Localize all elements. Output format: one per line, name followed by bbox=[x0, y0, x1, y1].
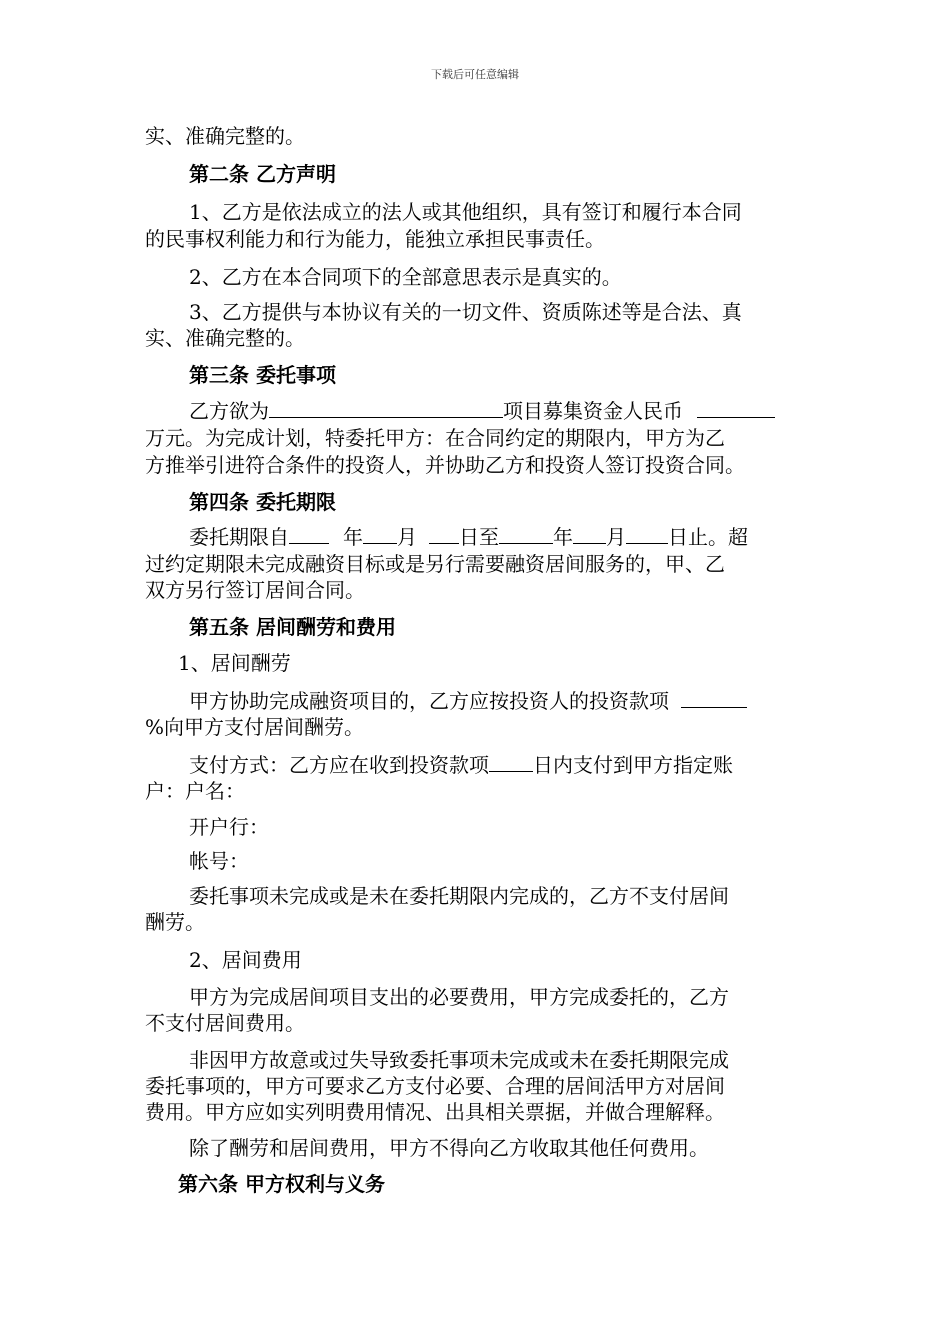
body-line: 的民事权利能力和行为能力，能独立承担民事责任。 bbox=[145, 227, 605, 251]
body-line: 实、准确完整的。 bbox=[145, 326, 305, 350]
blank-field[interactable] bbox=[289, 525, 329, 544]
text-run: 日内支付到甲方指定账 bbox=[533, 753, 733, 777]
body-line: 非因甲方故意或过失导致委托事项未完成或未在委托期限完成 bbox=[189, 1048, 729, 1072]
blank-field[interactable] bbox=[499, 525, 553, 544]
text-run: 年 bbox=[343, 525, 363, 549]
body-line: 2、乙方在本合同项下的全部意思表示是真实的。 bbox=[189, 265, 622, 289]
body-line: 1、乙方是依法成立的法人或其他组织，具有签订和履行本合同 bbox=[189, 200, 742, 224]
text-run: 月 bbox=[606, 525, 626, 549]
body-line: 过约定期限未完成融资目标或是另行需要融资居间服务的，甲、乙 bbox=[145, 552, 725, 576]
body-line: 委托事项的，甲方可要求乙方支付必要、合理的居间活甲方对居间 bbox=[145, 1074, 725, 1098]
section-heading: 第五条 居间酬劳和费用 bbox=[189, 615, 396, 639]
body-line: 帐号： bbox=[189, 849, 249, 873]
blank-field[interactable] bbox=[489, 753, 533, 772]
text-run: 支付方式：乙方应在收到投资款项 bbox=[189, 753, 489, 777]
page-header: 下载后可任意编辑 bbox=[431, 68, 519, 81]
text-run: 年 bbox=[553, 525, 573, 549]
body-line bbox=[189, 751, 805, 779]
body-line: 实、准确完整的。 bbox=[145, 124, 305, 148]
text-run: 乙方欲为 bbox=[189, 399, 269, 423]
blank-field[interactable] bbox=[626, 525, 668, 544]
blank-field[interactable] bbox=[697, 399, 775, 418]
body-line: 户：户名： bbox=[145, 779, 245, 803]
subsection-heading: 2、居间费用 bbox=[189, 948, 302, 972]
body-line: 委托事项未完成或是未在委托期限内完成的，乙方不支付居间 bbox=[189, 884, 729, 908]
section-heading: 第三条 委托事项 bbox=[189, 363, 336, 387]
section-heading: 第二条 乙方声明 bbox=[189, 162, 336, 186]
blank-field[interactable] bbox=[681, 689, 747, 708]
text-run: 日至 bbox=[459, 525, 499, 549]
blank-field[interactable] bbox=[573, 525, 606, 544]
body-line: 开户行： bbox=[189, 815, 269, 839]
body-line bbox=[189, 523, 805, 551]
blank-field[interactable] bbox=[363, 525, 397, 544]
body-line: 除了酬劳和居间费用，甲方不得向乙方收取其他任何费用。 bbox=[189, 1136, 709, 1160]
text-run: 日止。超 bbox=[668, 525, 748, 549]
text-run: 委托期限自 bbox=[189, 525, 289, 549]
body-line: 甲方为完成居间项目支出的必要费用，甲方完成委托的，乙方 bbox=[189, 985, 729, 1009]
body-line: 不支付居间费用。 bbox=[145, 1011, 305, 1035]
blank-field[interactable] bbox=[269, 399, 503, 418]
body-line: 双方另行签订居间合同。 bbox=[145, 578, 365, 602]
subsection-heading: 1、居间酬劳 bbox=[178, 651, 291, 675]
text-run: 甲方协助完成融资项目的，乙方应按投资人的投资款项 bbox=[189, 689, 669, 713]
body-line: 方推举引进符合条件的投资人，并协助乙方和投资人签订投资合同。 bbox=[145, 453, 745, 477]
text-run: 月 bbox=[397, 525, 417, 549]
body-line bbox=[189, 397, 805, 425]
body-line: 酬劳。 bbox=[145, 910, 205, 934]
text-run: 项目募集资金人民币 bbox=[503, 399, 683, 423]
body-line: 3、乙方提供与本协议有关的一切文件、资质陈述等是合法、真 bbox=[189, 300, 742, 324]
section-heading: 第六条 甲方权利与义务 bbox=[178, 1172, 385, 1196]
body-line: 万元。为完成计划，特委托甲方：在合同约定的期限内，甲方为乙 bbox=[145, 426, 725, 450]
section-heading: 第四条 委托期限 bbox=[189, 490, 336, 514]
blank-field[interactable] bbox=[429, 525, 459, 544]
body-line bbox=[189, 687, 805, 715]
body-line: %向甲方支付居间酬劳。 bbox=[145, 715, 365, 739]
body-line: 费用。甲方应如实列明费用情况、出具相关票据，并做合理解释。 bbox=[145, 1100, 725, 1124]
